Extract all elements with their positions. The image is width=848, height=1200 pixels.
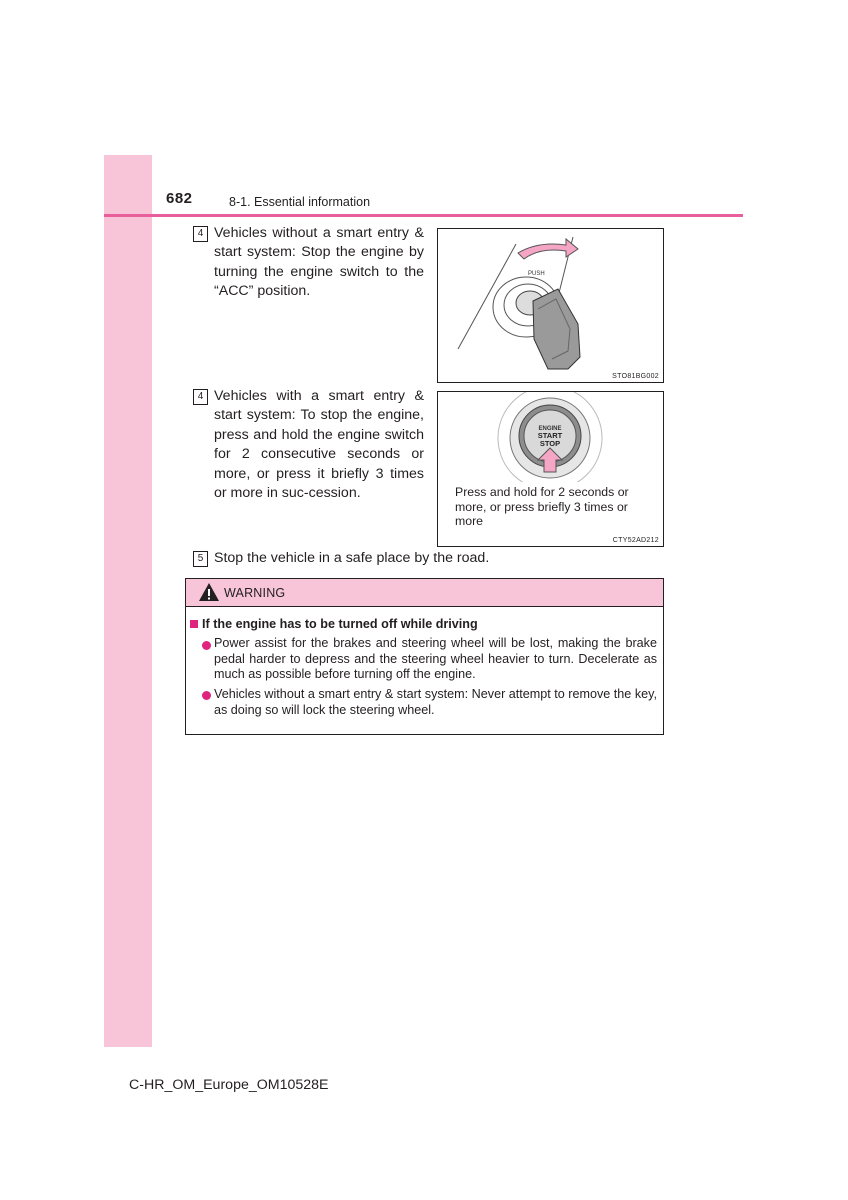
button-label-line: START bbox=[537, 431, 563, 440]
footer-doc-id: C-HR_OM_Europe_OM10528E bbox=[129, 1077, 329, 1093]
figure-start-stop-button bbox=[437, 391, 664, 547]
warning-bullet: Vehicles without a smart entry & start system: Never attempt to remove the key, as doing so will lock the steering wheel. bbox=[214, 687, 657, 717]
switch-push-label: PUSH bbox=[528, 271, 545, 277]
warning-bullet: Power assist for the brakes and steering wheel will be lost, making the brake pedal harder to depress and the steering wheel heavier to turn. Decelerate as much as possible before turning off the engine. bbox=[214, 636, 657, 682]
warning-label: WARNING bbox=[224, 586, 286, 600]
warning-heading bbox=[190, 617, 478, 631]
side-band bbox=[104, 155, 152, 1047]
header-rule bbox=[104, 214, 743, 217]
circle-bullet-icon bbox=[202, 641, 211, 650]
figure-caption: Press and hold for 2 seconds or more, or press briefly 3 times or more bbox=[455, 485, 629, 528]
start-stop-illustration bbox=[438, 392, 663, 482]
circle-bullet-icon bbox=[202, 691, 211, 700]
warning-box bbox=[185, 578, 664, 735]
rotate-arrow-icon bbox=[518, 239, 578, 259]
warning-heading-text: If the engine has to be turned off while driving bbox=[202, 617, 478, 631]
warning-header bbox=[186, 579, 663, 607]
figure-code: STO81BG002 bbox=[612, 373, 659, 380]
step-number: 4 bbox=[193, 226, 208, 242]
step-text: Stop the vehicle in a safe place by the road. bbox=[214, 550, 490, 566]
figure-code: CTY52AD212 bbox=[612, 537, 659, 544]
step-text: Vehicles with a smart entry & start system: To stop the engine, press and hold the engine switch for 2 consecutive seconds or more, or press it briefly 3 times or more in suc-cession. bbox=[214, 388, 424, 502]
square-bullet-icon bbox=[190, 620, 198, 628]
key-switch-illustration bbox=[438, 229, 663, 382]
step-number: 5 bbox=[193, 551, 208, 567]
page-number: 682 bbox=[166, 190, 193, 207]
step-text: Vehicles without a smart entry & start system: Stop the engine by turning the engine switch to the “ACC” position. bbox=[214, 225, 424, 300]
button-label-line: STOP bbox=[539, 439, 561, 448]
figure-key-switch bbox=[437, 228, 664, 383]
step-number: 4 bbox=[193, 389, 208, 405]
section-title: 8-1. Essential information bbox=[229, 195, 371, 209]
warning-triangle-icon bbox=[198, 582, 220, 602]
button-label-line: ENGINE bbox=[538, 426, 562, 432]
